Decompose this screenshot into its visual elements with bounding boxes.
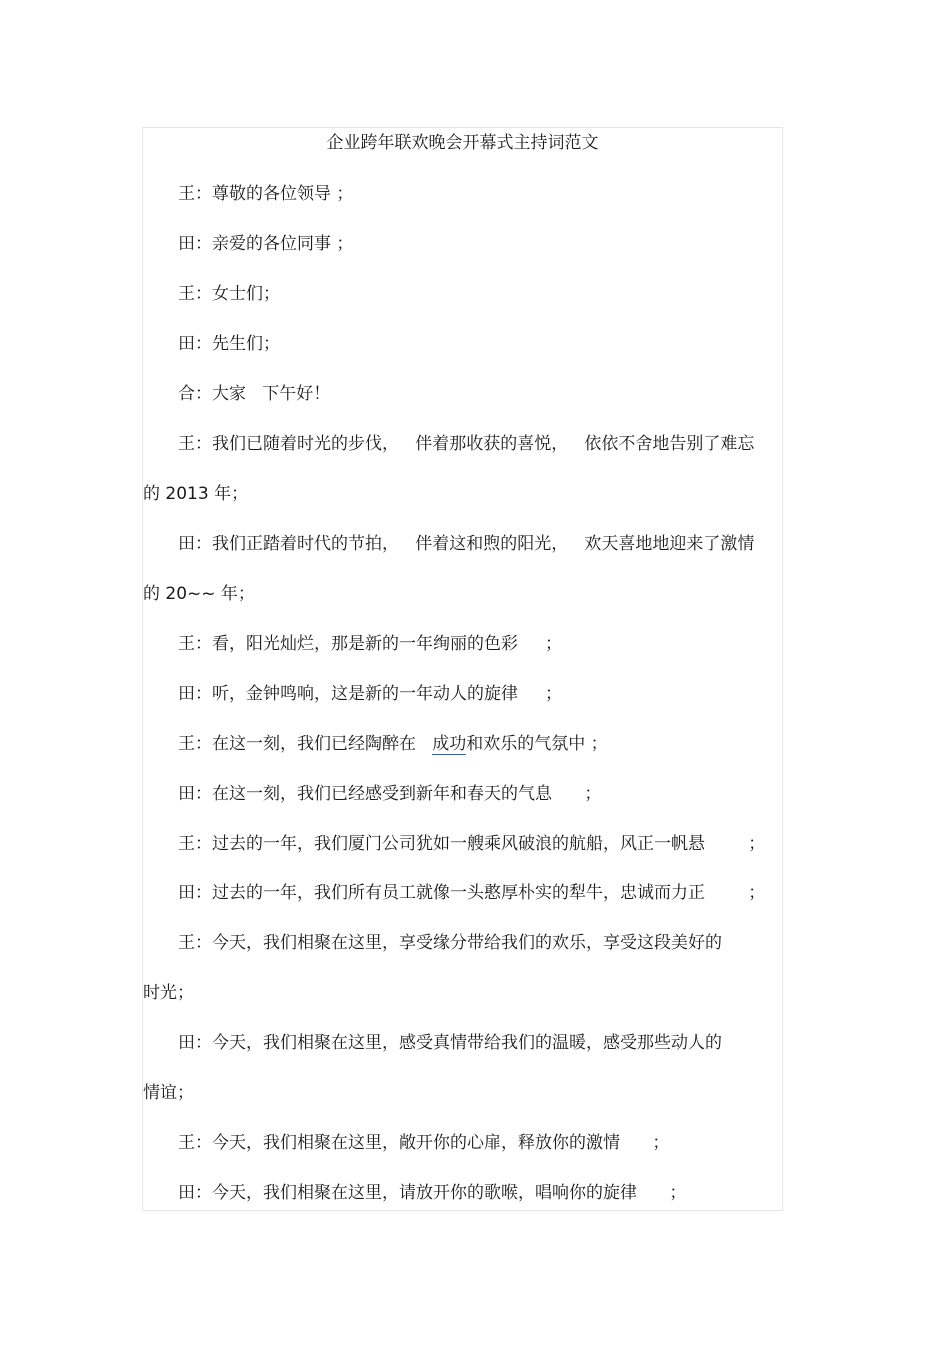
- text-segment: 王：在这一刻，我们已经陶醉在: [178, 734, 433, 754]
- text-line: 王：看，阳光灿烂，那是新的一年绚丽的色彩 ；: [178, 634, 563, 654]
- text-line: 王：女士们；: [178, 284, 280, 304]
- text-line: 的 2013 年；: [143, 484, 249, 504]
- text-line: 田：先生们；: [178, 334, 280, 354]
- text-line: 田：在这一刻，我们已经感受到新年和春天的气息 ；: [178, 784, 602, 804]
- text-segment: 和欢乐的气氛中 ；: [466, 734, 608, 754]
- document-title: 企业跨年联欢晚会开幕式主持词范文: [326, 133, 599, 153]
- text-line: 王：尊敬的各位领导 ；: [178, 184, 354, 204]
- text-line: 情谊；: [143, 1083, 194, 1103]
- text-line: 王：今天，我们相聚在这里，享受缘分带给我们的欢乐，享受这段美好的: [178, 933, 722, 953]
- text-line: 合：大家 下午好！: [178, 384, 331, 404]
- text-line: 田：过去的一年，我们所有员工就像一头憨厚朴实的犁牛，忠诚而力正 ；: [178, 883, 766, 903]
- text-line: [178, 731, 608, 757]
- text-line: 田：今天，我们相聚在这里，请放开你的歌喉，唱响你的旋律 ；: [178, 1183, 687, 1203]
- text-line: 的 20~~ 年；: [143, 584, 255, 604]
- text-line: 王：我们已随着时光的步伐， 伴着那收获的喜悦， 依依不舍地告别了难忘: [178, 434, 755, 454]
- text-line: 时光；: [143, 983, 194, 1003]
- text-line: 田：我们正踏着时代的节拍， 伴着这和煦的阳光， 欢天喜地地迎来了激情: [178, 534, 755, 554]
- text-line: 田：听，金钟鸣响，这是新的一年动人的旋律 ；: [178, 684, 563, 704]
- underlined-link-text[interactable]: 成功: [432, 734, 467, 754]
- text-line: 田：亲爱的各位同事 ；: [178, 234, 354, 254]
- text-line: 王：今天，我们相聚在这里，敞开你的心扉，释放你的激情 ；: [178, 1133, 670, 1153]
- text-line: 田：今天，我们相聚在这里，感受真情带给我们的温暖，感受那些动人的: [178, 1033, 722, 1053]
- text-line: 王：过去的一年，我们厦门公司犹如一艘乘风破浪的航船，风正一帆悬 ；: [178, 834, 766, 854]
